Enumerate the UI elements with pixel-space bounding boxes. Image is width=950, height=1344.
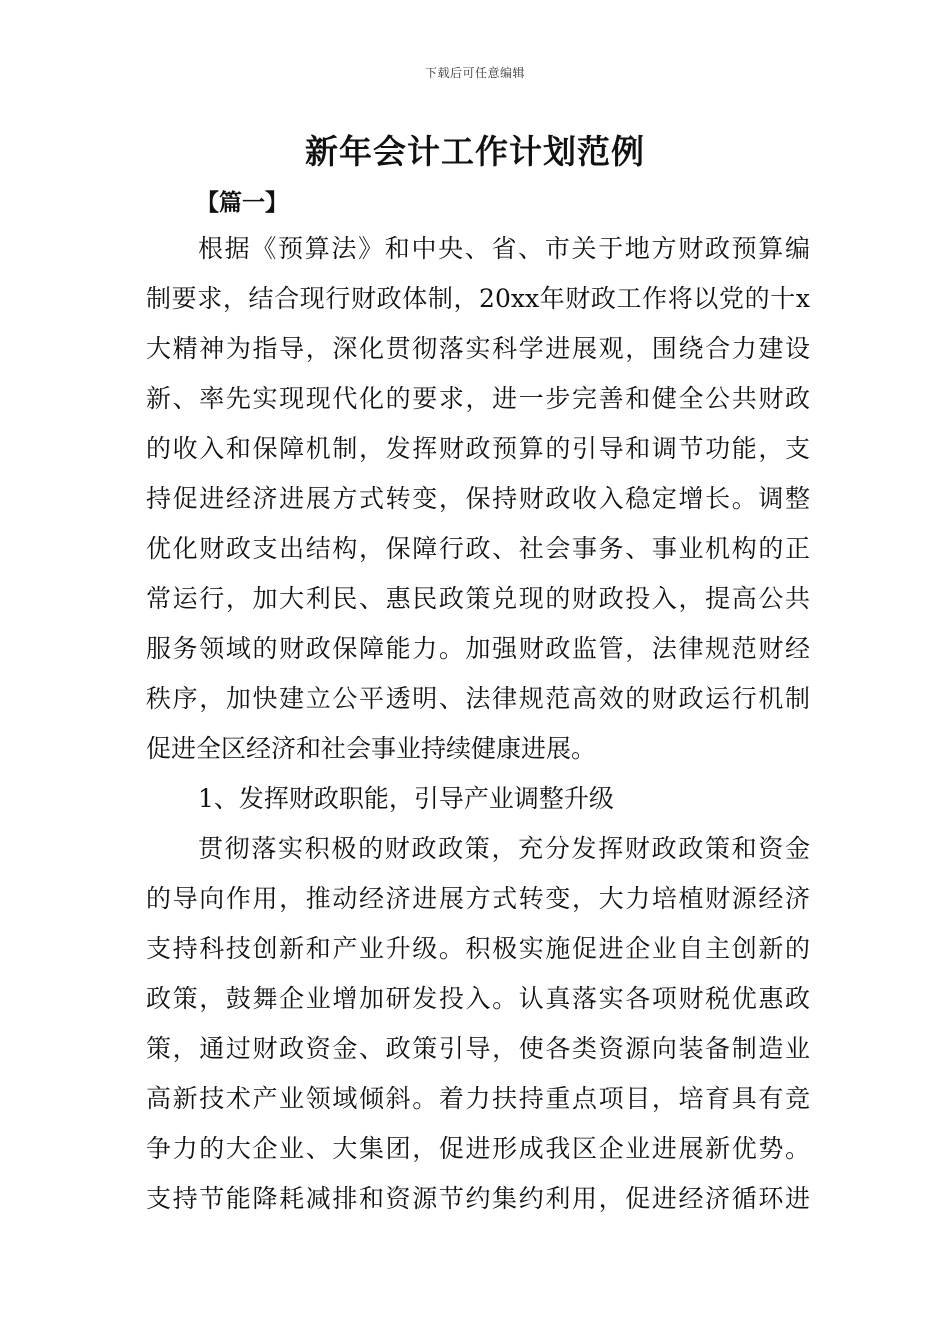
paragraph-line: 政策，鼓舞企业增加研发投入。认真落实各项财税优惠政 (146, 984, 810, 1013)
section-heading (146, 774, 810, 824)
paragraph-line: 的导向作用，推动经济进展方式转变，大力培植财源经济 (146, 884, 810, 913)
paragraph-line: 的收入和保障机制，发挥财政预算的引导和调节功能，支 (146, 434, 810, 463)
heading-text: 1、发挥财政职能，引导产业调整升级 (198, 784, 614, 813)
paragraph-line: 秩序，加快建立公平透明、法律规范高效的财政运行机制 (146, 684, 810, 713)
paragraph-line: 大精神为指导，深化贯彻落实科学进展观，围绕合力建设 (146, 334, 810, 363)
paragraph-line: 常运行，加大利民、惠民政策兑现的财政投入，提高公共 (146, 584, 810, 613)
paragraph-line: 争力的大企业、大集团，促进形成我区企业进展新优势。 (146, 1134, 810, 1163)
paragraph-line: 促进全区经济和社会事业持续健康进展。 (146, 734, 597, 763)
page-title: 新年会计工作计划范例 (305, 132, 645, 171)
paragraph-line: 高新技术产业领域倾斜。着力扶持重点项目，培育具有竞 (146, 1084, 810, 1113)
paragraph-line: 制要求，结合现行财政体制，20xx年财政工作将以党的十x (146, 284, 810, 313)
paragraph-line: 优化财政支出结构，保障行政、社会事务、事业机构的正 (146, 534, 810, 563)
paragraph-line: 服务领域的财政保障能力。加强财政监管，法律规范财经 (146, 634, 810, 663)
paragraph-line: 新、率先实现现代化的要求，进一步完善和健全公共财政 (146, 384, 810, 413)
paragraph-line: 支持节能降耗减排和资源节约集约利用，促进经济循环进 (146, 1184, 810, 1213)
paragraph-line: 持促进经济进展方式转变，保持财政收入稳定增长。调整 (146, 484, 810, 513)
paragraph-line: 策，通过财政资金、政策引导，使各类资源向装备制造业 (146, 1034, 810, 1063)
paragraph-line: 贯彻落实积极的财政政策，充分发挥财政政策和资金 (198, 834, 810, 863)
paragraph-2 (146, 824, 810, 1224)
section-label: 【篇一】 (196, 189, 288, 216)
paragraph-line: 根据《预算法》和中央、省、市关于地方财政预算编 (198, 234, 810, 263)
header-note: 下载后可任意编辑 (424, 66, 525, 80)
paragraph-1 (146, 224, 810, 774)
paragraph-line: 支持科技创新和产业升级。积极实施促进企业自主创新的 (146, 934, 810, 963)
